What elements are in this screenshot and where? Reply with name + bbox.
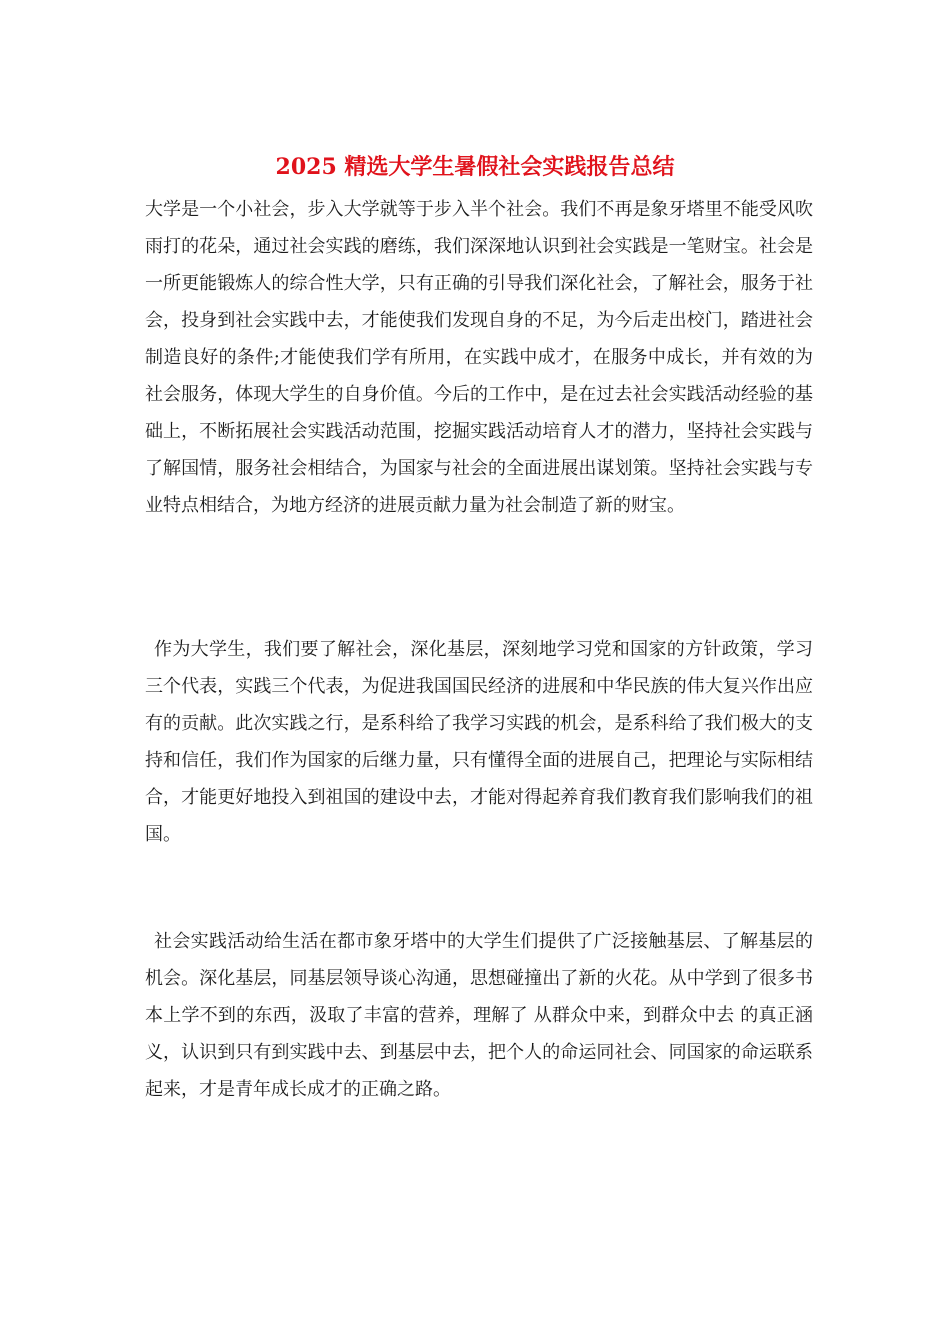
- paragraph-2: 作为大学生，我们要了解社会，深化基层，深刻地学习党和国家的方针政策，学习三个代表，实践三个代表，为促进我国国民经济的进展和中华民族的伟大复兴作出应有的贡献。此次实践之行，是系科给了我学习实践的机会，是系科给了我们极大的支持和信任，我们作为国家的后继力量，只有懂得全面的进展自己，把理论与实际相结合，才能更好地投入到祖国的建设中去，才能对得起养育我们教育我们影响我们的祖国。: [145, 639, 813, 845]
- document-title: 2025 精选大学生暑假社会实践报告总结: [275, 154, 675, 180]
- paragraph-3: 社会实践活动给生活在都市象牙塔中的大学生们提供了广泛接触基层、了解基层的机会。深化基层，同基层领导谈心沟通，思想碰撞出了新的火花。从中学到了很多书本上学不到的东西，汲取了丰富的营养，理解了 从群众中来，到群众中去 的真正涵义，认识到只有到实践中去、到基层中去，把个人的命运同社会、同国家的命运联系起来，才是青年成长成才的正确之路。: [145, 931, 813, 1100]
- paragraph-1: 大学是一个小社会，步入大学就等于步入半个社会。我们不再是象牙塔里不能受风吹雨打的花朵，通过社会实践的磨练，我们深深地认识到社会实践是一笔财宝。社会是一所更能锻炼人的综合性大学，只有正确的引导我们深化社会，了解社会，服务于社会，投身到社会实践中去，才能使我们发现自身的不足，为今后走出校门，踏进社会制造良好的条件;才能使我们学有所用，在实践中成才，在服务中成长，并有效的为社会服务，体现大学生的自身价值。今后的工作中，是在过去社会实践活动经验的基础上，不断拓展社会实践活动范围，挖掘实践活动培育人才的潜力，坚持社会实践与了解国情，服务社会相结合，为国家与社会的全面进展出谋划策。坚持社会实践与专业特点相结合，为地方经济的进展贡献力量为社会制造了新的财宝。: [145, 199, 813, 516]
